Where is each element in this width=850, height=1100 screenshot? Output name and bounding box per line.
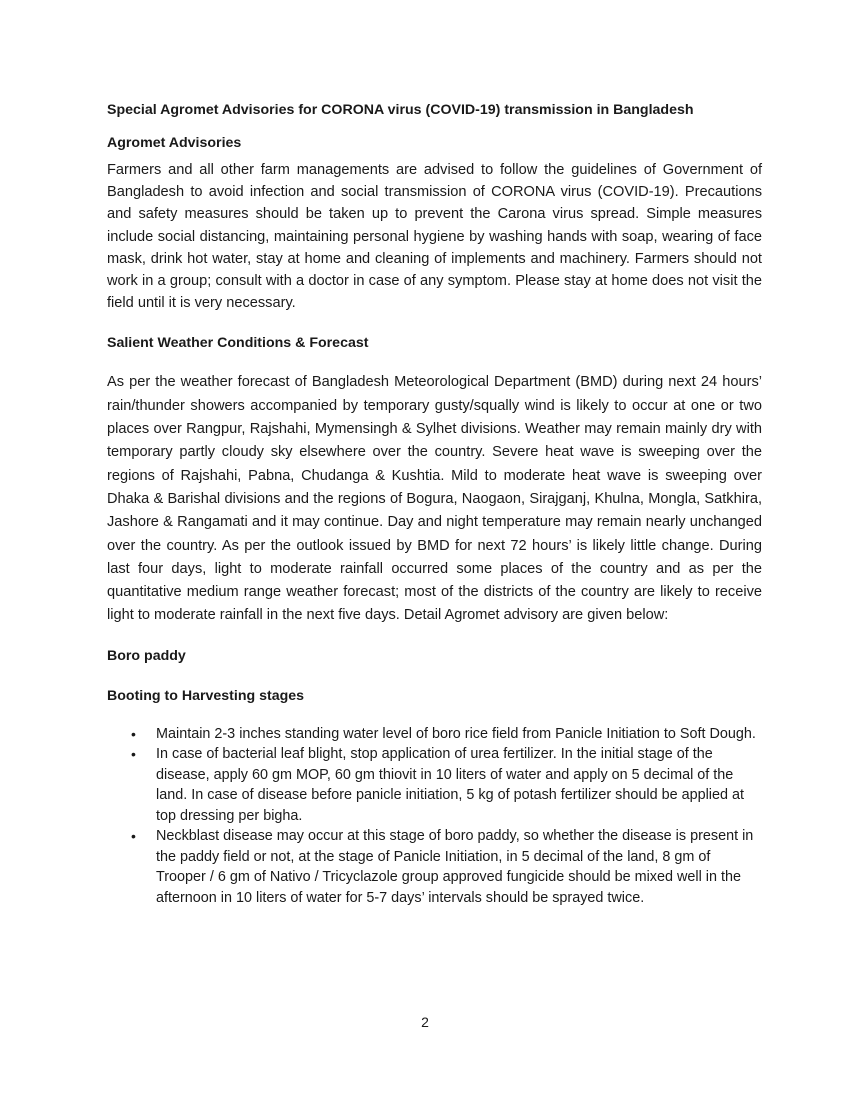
weather-forecast-paragraph: As per the weather forecast of Bangladesh Meteorological Department (BMD) during next 24 hours’ rain/thunder showers accompanied by temporary gusty/squally wind is likely to occur at one or two places over Rangpur, Rajshahi, Mymensingh & Sylhet divisions. Weather may remain mainly dry with temporary partly cloudy sky elsewhere over the country. Severe heat wave is sweeping over the regions of Rajshahi, Pabna, Chudanga & Kushtia. Mild to moderate heat wave is sweeping over Dhaka & Barishal divisions and the regions of Bogura, Naogaon, Sirajganj, Khulna, Mongla, Satkhira, Jashore & Rangamati and it may continue. Day and night temperature may remain nearly unchanged over the country. As per the outlook issued by BMD for next 72 hours’ is likely little change. During last four days, light to moderate rainfall occurred some places of the country and as per the quantitative medium range weather forecast; most of the districts of the country are likely to receive light to moderate rainfall in the next five days. Detail Agromet advisory are given below: [107, 374, 762, 624]
list-item-text: Neckblast disease may occur at this stage of boro paddy, so whether the disease is present in the paddy field or not, at the stage of Panicle Initiation, in 5 decimal of the land, 8 gm of Trooper / 6 gm of Nativo / Tricyclazole group approved fungicide should be mixed well in the afternoon in 10 liters of water for 5-7 days’ intervals should be sprayed twice. [156, 828, 754, 906]
section-heading-boro-paddy: Boro paddy [107, 647, 186, 664]
bullet-icon: • [131, 725, 136, 742]
list-item [107, 826, 762, 908]
page-number: 2 [421, 1014, 429, 1030]
agromet-advisories-paragraph: Farmers and all other farm managements are advised to follow the guidelines of Government of Bangladesh to avoid infection and social transmission of CORONA virus (COVID-19). Precautions and safety measures should be taken up to prevent the Carona virus spread. Simple measures include social distancing, maintaining personal hygiene by washing hands with soap, wearing of face mask, drink hot water, stay at home and cleaning of implements and machinery. Farmers should not work in a group; consult with a doctor in case of any symptom. Please stay at home does not visit the field until it is very necessary. [107, 162, 762, 312]
list-item-text: Maintain 2-3 inches standing water level of boro rice field from Panicle Initiation to Soft Dough. [156, 725, 756, 742]
bullet-icon: • [131, 746, 136, 763]
page-content [107, 100, 762, 908]
list-item [107, 724, 762, 745]
section-heading-agromet-advisories: Agromet Advisories [107, 135, 242, 151]
boro-advisory-list [107, 724, 762, 909]
list-item-text: In case of bacterial leaf blight, stop application of urea fertilizer. In the initial stage of the disease, apply 60 gm MOP, 60 gm thiovit in 10 liters of water and apply on 5 decimal of the land. In case of disease before panicle initiation, 5 kg of potash fertilizer should be applied at top dressing per bigha. [156, 746, 744, 824]
subheading-booting-to-harvesting: Booting to Harvesting stages [107, 687, 305, 704]
document-title: Special Agromet Advisories for CORONA virus (COVID-19) transmission in Bangladesh [107, 102, 694, 118]
list-item [107, 744, 762, 826]
section-heading-weather-forecast: Salient Weather Conditions & Forecast [107, 335, 369, 352]
bullet-icon: • [131, 828, 136, 845]
